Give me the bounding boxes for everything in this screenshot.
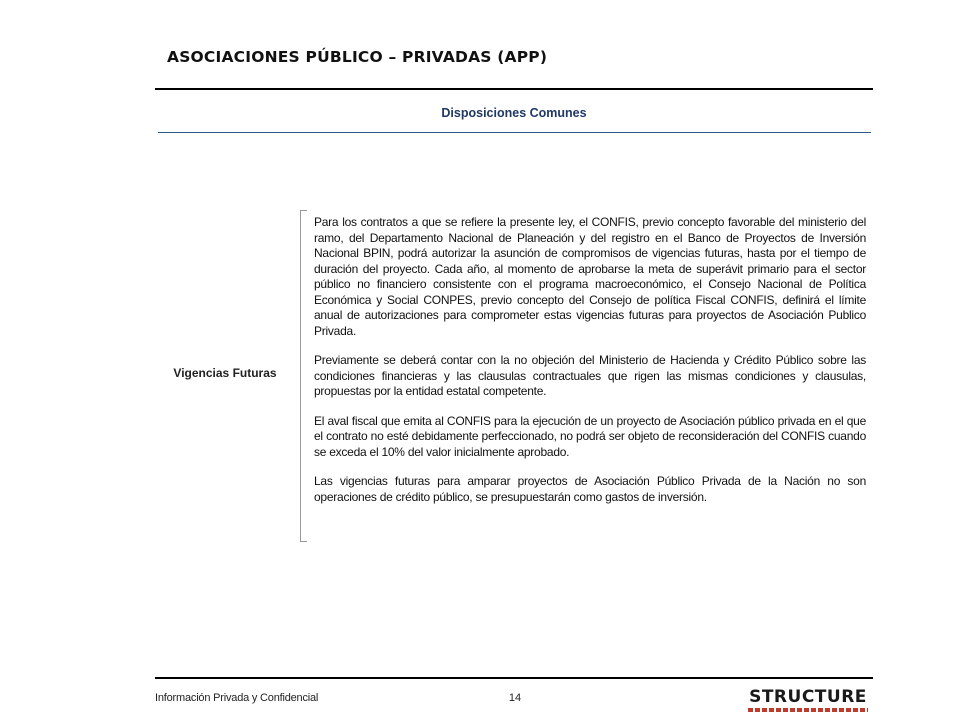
paragraph: El aval fiscal que emita al CONFIS para la ejecución de un proyecto de Asociación público privada en el que el contrato no esté debidamente perfeccionado, no podrá ser objeto de reconsideración del CONFIS cuando se exceda el 10% del valor inicialmente aprobado.	[314, 413, 866, 459]
section-label: Vigencias Futuras	[173, 366, 277, 380]
section-content	[314, 215, 866, 519]
page-title: ASOCIACIONES PÚBLICO – PRIVADAS (APP)	[167, 48, 548, 66]
subtitle-divider	[158, 132, 871, 133]
paragraph: Previamente se deberá contar con la no objeción del Ministerio de Hacienda y Crédito Público sobre las condiciones financieras y las clausulas contractuales que rigen las mismas condiciones y clausulas, propuestas por la entidad estatal competente.	[314, 353, 866, 398]
footer-divider	[155, 677, 873, 679]
confidential-note: Información Privada y Confidencial	[155, 692, 319, 704]
logo-accent-bar	[748, 708, 868, 712]
logo-text: STRUCTURE	[749, 687, 867, 707]
paragraph: Para los contratos a que se refiere la presente ley, el CONFIS, previo concepto favorable del ministerio del ramo, del Departamento Nacional de Planeación y del registro en el Banco de Proyectos de Inversión Nacional BPIN, podrá autorizar la asunción de compromisos de vigencias futuras, hasta por el tiempo de duración del proyecto. Cada año, al momento de aprobarse la meta de superávit primario para el sector público no financiero consistente con el programa macroeconómico, el Consejo Nacional de Política Económica y Social CONPES, previo concepto del Consejo de política Fiscal CONFIS, definirá el límite anual de autorizaciones para comprometer estas vigencias futuras para proyectos de Asociación Publico Privada.	[314, 215, 866, 338]
bracket-decoration	[300, 210, 307, 542]
section-subtitle: Disposiciones Comunes	[441, 106, 587, 120]
structure-logo	[748, 688, 868, 712]
paragraph: Las vigencias futuras para amparar proyectos de Asociación Público Privada de la Nación no son operaciones de crédito público, se presupuestarán como gastos de inversión.	[314, 474, 866, 504]
title-divider	[155, 88, 873, 90]
page-number: 14	[508, 692, 522, 704]
